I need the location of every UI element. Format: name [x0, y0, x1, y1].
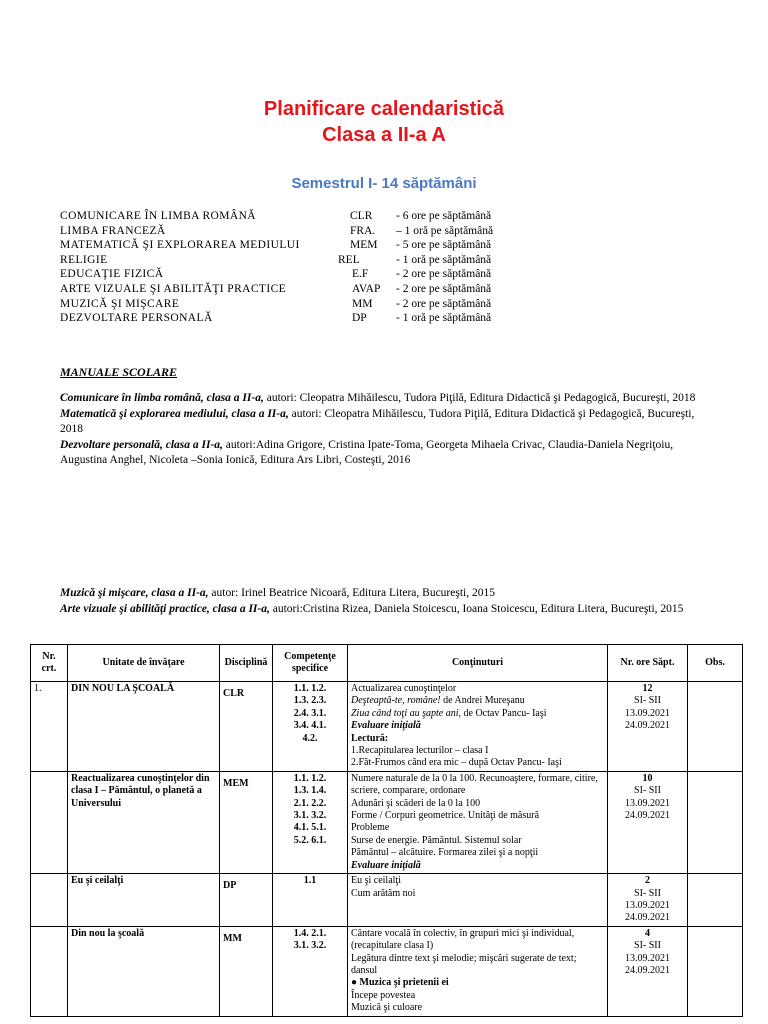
content-line: ● Muzica şi prietenii ei: [351, 977, 449, 989]
manual-details: autor: Irinel Beatrice Nicoară, Editura Litera, Bucureşti, 2015: [208, 587, 495, 599]
subject-abbr: DP: [352, 312, 367, 325]
content-line: Forme / Corpuri geometrice. Unităţi de măsură: [351, 810, 540, 822]
subject-abbr: MM: [352, 297, 373, 310]
subject-abbr: REL: [338, 253, 360, 266]
competence: 1.1. 1.2.: [293, 683, 327, 694]
subject-name: RELIGIE: [60, 253, 108, 266]
subject-hours: - 2 ore pe săptămână: [396, 268, 492, 281]
manual-title: Dezvoltare personală, clasa a II-a,: [60, 438, 223, 451]
hours-count: 4: [645, 927, 650, 939]
row-obs: [688, 771, 743, 873]
manual-entry: [60, 586, 720, 602]
competence: 2.1. 2.2.: [293, 797, 327, 809]
content-line: 1.Recapitularea lecturilor – clasa I: [351, 745, 489, 757]
subject-name: EDUCAŢIE FIZICĂ: [60, 268, 164, 281]
content-line: [351, 708, 604, 720]
competence: 1.1. 1.2.: [293, 772, 327, 784]
row-contents: [348, 874, 608, 927]
manual-title: Matematică şi explorarea mediului, clasa a II-a,: [60, 407, 289, 420]
row-number: [31, 874, 68, 927]
table-row: [31, 926, 743, 1016]
row-contents: [348, 771, 608, 873]
subject-name: ARTE VIZUALE ŞI ABILITĂŢI PRACTICE: [60, 282, 287, 295]
hours-count: 2: [645, 875, 650, 887]
competence: 1.3. 1.4.: [293, 785, 327, 797]
row-obs: [688, 874, 743, 927]
header-competences: Competenţe specifice: [273, 645, 348, 682]
table-row: [31, 771, 743, 873]
manual-entry: [60, 602, 720, 618]
week-line: SI- SII: [634, 940, 661, 952]
subject-hours: - 2 ore pe săptămână: [396, 297, 492, 310]
row-unit: Din nou la şcoală: [68, 926, 220, 1016]
competence: 4.2.: [302, 732, 318, 744]
subject-name: MUZICĂ ŞI MIŞCARE: [60, 297, 180, 310]
row-unit: Eu şi ceilalţi: [68, 874, 220, 927]
row-discipline: MM: [220, 926, 273, 1016]
planning-table: [30, 644, 743, 1017]
row-unit: DIN NOU LA ŞCOALĂ: [68, 682, 220, 772]
competence: 5.2. 6.1.: [293, 834, 327, 846]
table-row: [31, 682, 743, 772]
subject-abbr: CLR: [350, 210, 373, 222]
content-line: Cum arătăm noi: [351, 887, 416, 899]
content-line: Surse de energie. Pământul. Sistemul solar: [351, 834, 522, 846]
semester-heading: Semestrul I- 14 săptămâni: [291, 175, 477, 192]
content-line: Adunări şi scăderi de la 0 la 100: [351, 797, 481, 809]
row-obs: [688, 926, 743, 1016]
row-number: [31, 926, 68, 1016]
content-line: Eu şi ceilalţi: [351, 875, 401, 887]
subject-hours: – 1 oră pe săptămână: [396, 224, 494, 237]
subject-hours: - 6 ore pe săptămână: [396, 210, 492, 222]
content-line: Muzică şi culoare: [351, 1002, 423, 1014]
row-hours: [608, 926, 688, 1016]
subject-name: DEZVOLTARE PERSONALĂ: [60, 312, 213, 325]
row-discipline: CLR: [220, 682, 273, 772]
manual-entry: [60, 407, 720, 438]
manual-details: autori:Adina Grigore, Cristina Ipate-Toma, Georgeta Mihaela Crivac, Claudia-Daniela Negriţoiu, Augustina Anghel, Nicoleta –Sonia Ionică, Editura Ars Libri, Costeşti, 2016: [60, 438, 674, 466]
row-competences: [273, 682, 348, 772]
row-number: [31, 771, 68, 873]
header-nr: Nr. crt.: [31, 645, 68, 682]
week-line: 13.09.2021: [625, 952, 670, 964]
week-line: 13.09.2021: [625, 899, 670, 911]
competence: 2.4. 3.1.: [293, 707, 327, 719]
row-number: 1.: [31, 682, 68, 772]
table-row: [31, 874, 743, 927]
subject-hours: - 1 oră pe săptămână: [396, 312, 492, 325]
competence: 3.1. 3.2.: [293, 940, 327, 952]
content-italic: Deşteaptă-te, române!: [351, 695, 441, 707]
subject-abbr: FRA.: [350, 224, 376, 237]
content-line: Cântare vocală în colectiv, în grupuri mici şi individual, (recapitulare clasa I): [351, 927, 575, 952]
row-discipline: MEM: [220, 771, 273, 873]
week-line: SI- SII: [634, 887, 661, 899]
competence: 4.1. 5.1.: [293, 822, 327, 834]
competence: 1.3. 2.3.: [293, 695, 327, 707]
subject-name: MATEMATICĂ ŞI EXPLORAREA MEDIULUI: [60, 239, 300, 252]
content-line: 2.Făt-Frumos când era mic – după Octav Pancu- Iaşi: [351, 757, 562, 769]
content-line: Actualizarea cunoştinţelor: [351, 683, 457, 694]
hours-count: 12: [642, 683, 653, 694]
row-hours: [608, 874, 688, 927]
class-title: Clasa a II-a A: [322, 124, 446, 146]
content-line: Lectură:: [351, 732, 389, 744]
manuals-heading: MANUALE SCOLARE: [60, 365, 178, 379]
table-header-row: [31, 645, 743, 682]
content-line: Evaluare iniţială: [351, 859, 421, 871]
manual-title: Comunicare în limba română, clasa a II-a,: [60, 392, 264, 404]
page-title: Planificare calendaristică: [263, 98, 505, 120]
competence: 3.1. 3.2.: [293, 810, 327, 822]
row-competences: [273, 874, 348, 927]
content-line: Evaluare iniţială: [351, 720, 421, 732]
row-hours: [608, 682, 688, 772]
subject-name: COMUNICARE ÎN LIMBA ROMÂNĂ: [60, 210, 257, 222]
manual-entry: [60, 438, 720, 469]
week-line: SI- SII: [634, 785, 661, 797]
subject-hours: - 5 ore pe săptămână: [396, 239, 492, 252]
content-line: Pământul – alcătuire. Formarea zilei şi a nopţii: [351, 847, 539, 859]
manual-details: autori:Cristina Rizea, Daniela Stoicescu, Ioana Stoicescu, Editura Litera, Bucureşti, 2015: [269, 602, 684, 615]
manual-details: autori: Cleopatra Mihăilescu, Tudora Piţilă, Editura Didactică şi Pedagogică, Bucureşti, 2018: [263, 392, 696, 404]
manual-title: Muzică şi mişcare, clasa a II-a,: [60, 587, 209, 599]
row-contents: [348, 682, 608, 772]
row-competences: [273, 771, 348, 873]
subject-hours: - 1 oră pe săptămână: [396, 253, 492, 266]
week-line: 24.09.2021: [625, 720, 670, 732]
header-obs: Obs.: [688, 645, 743, 682]
header-hours: Nr. ore Săpt.: [608, 645, 688, 682]
header-unit: Unitate de învăţare: [68, 645, 220, 682]
subject-abbr: E.F: [352, 268, 369, 281]
header-contents: Conţinuturi: [348, 645, 608, 682]
hours-count: 10: [642, 772, 653, 784]
week-line: 24.09.2021: [625, 912, 670, 924]
row-unit: Reactualizarea cunoştinţelor din clasa I – Pământul, o planetă a Universului: [68, 771, 220, 873]
manuals-list: [60, 391, 720, 469]
competence: 3.4. 4.1.: [293, 720, 327, 732]
manual-title: Arte vizuale şi abilităţi practice, clasa a II-a,: [60, 602, 270, 615]
row-competences: [273, 926, 348, 1016]
subject-abbr: MEM: [350, 239, 378, 252]
competence: 1.4. 2.1.: [293, 927, 327, 939]
subject-name: LIMBA FRANCEZĂ: [60, 224, 166, 237]
week-line: 13.09.2021: [625, 707, 670, 719]
content-plain: de Octav Pancu- Iaşi: [461, 707, 547, 719]
manual-details: autori: Cleopatra Mihăilescu, Tudora Piţilă, Editura Didactică şi Pedagogică, Bucureşti, 2018: [60, 407, 695, 435]
row-discipline: DP: [220, 874, 273, 927]
week-line: 24.09.2021: [625, 964, 670, 976]
subject-hours: - 2 ore pe săptămână: [396, 282, 492, 295]
manual-entry: [60, 391, 720, 407]
row-contents: [348, 926, 608, 1016]
content-line: Numere naturale de la 0 la 100. Recunoaştere, formare, citire, scriere, comparare, ordonare: [351, 772, 598, 797]
content-italic: Ziua când toţi au şapte ani,: [351, 707, 461, 719]
manuals-list-2: [60, 586, 720, 617]
header-discipline: Disciplină: [220, 645, 273, 682]
week-line: 13.09.2021: [625, 797, 670, 809]
content-line: Probleme: [351, 822, 390, 834]
content-line: Începe povestea: [351, 989, 416, 1001]
competence: 1.1: [303, 875, 317, 887]
subject-abbr: AVAP: [352, 282, 381, 295]
week-line: 24.09.2021: [625, 810, 670, 822]
content-plain: de Andrei Mureşanu: [440, 695, 525, 707]
content-line: [351, 695, 604, 707]
content-line: Legătura dintre text şi melodie; mişcări sugerate de text; dansul: [351, 952, 577, 976]
row-hours: [608, 771, 688, 873]
week-line: SI- SII: [634, 695, 661, 707]
row-obs: [688, 682, 743, 772]
